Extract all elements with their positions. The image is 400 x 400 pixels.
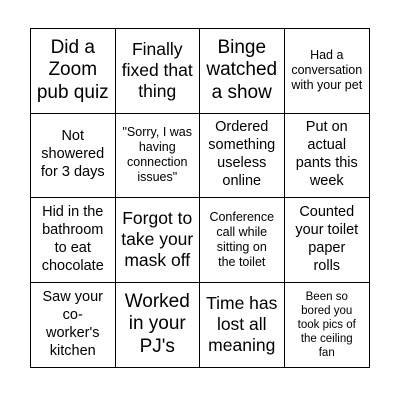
bingo-cell-text: Hid in the bathroom to eat chocolate (41, 203, 104, 274)
bingo-cell-r1c4[interactable] (285, 29, 370, 114)
bingo-cell-text: Finally fixed that thing (121, 38, 193, 102)
bingo-cell-r1c3[interactable] (200, 29, 285, 114)
bingo-cell-r4c4[interactable] (285, 283, 370, 368)
bingo-cell-r3c1[interactable] (31, 198, 116, 283)
bingo-cell-text: "Sorry, I was having connection issues" (122, 125, 192, 185)
bingo-cell-text: Forgot to take your mask off (121, 207, 194, 271)
bingo-cell-r3c3[interactable] (200, 198, 285, 283)
bingo-cell-r1c1[interactable] (31, 29, 116, 114)
bingo-cell-text: Worked in your PJ's (124, 290, 190, 358)
bingo-cell-text: Binge watched a show (206, 36, 278, 104)
bingo-cell-text: Counted your toilet paper rolls (295, 203, 359, 274)
bingo-cell-text: Conference call while sitting on the toilet (209, 209, 275, 269)
bingo-cell-text: Saw your co- worker's kitchen (42, 288, 103, 359)
bingo-cell-r2c1[interactable] (31, 114, 116, 199)
bingo-cell-r4c2[interactable] (116, 283, 201, 368)
bingo-cell-r2c4[interactable] (285, 114, 370, 199)
bingo-cell-text: Had a conversation with your pet (291, 48, 363, 93)
bingo-cell-r1c2[interactable] (116, 29, 201, 114)
bingo-cell-text: Not showered for 3 days (40, 128, 105, 181)
bingo-cell-r3c4[interactable] (285, 198, 370, 283)
bingo-cell-text: Been so bored you took pics of the ceiling fan (297, 290, 356, 359)
bingo-cell-r3c2[interactable] (116, 198, 201, 283)
bingo-cell-text: Did a Zoom pub quiz (36, 36, 109, 104)
bingo-cell-r4c3[interactable] (200, 283, 285, 368)
bingo-cell-text: Time has lost all meaning (206, 292, 278, 356)
bingo-cell-text: Ordered something useless online (208, 119, 276, 190)
bingo-cell-r2c2[interactable] (116, 114, 201, 199)
bingo-card (30, 28, 370, 368)
bingo-cell-r2c3[interactable] (200, 114, 285, 199)
bingo-cell-r4c1[interactable] (31, 283, 116, 368)
bingo-cell-text: Put on actual pants this week (295, 119, 358, 190)
